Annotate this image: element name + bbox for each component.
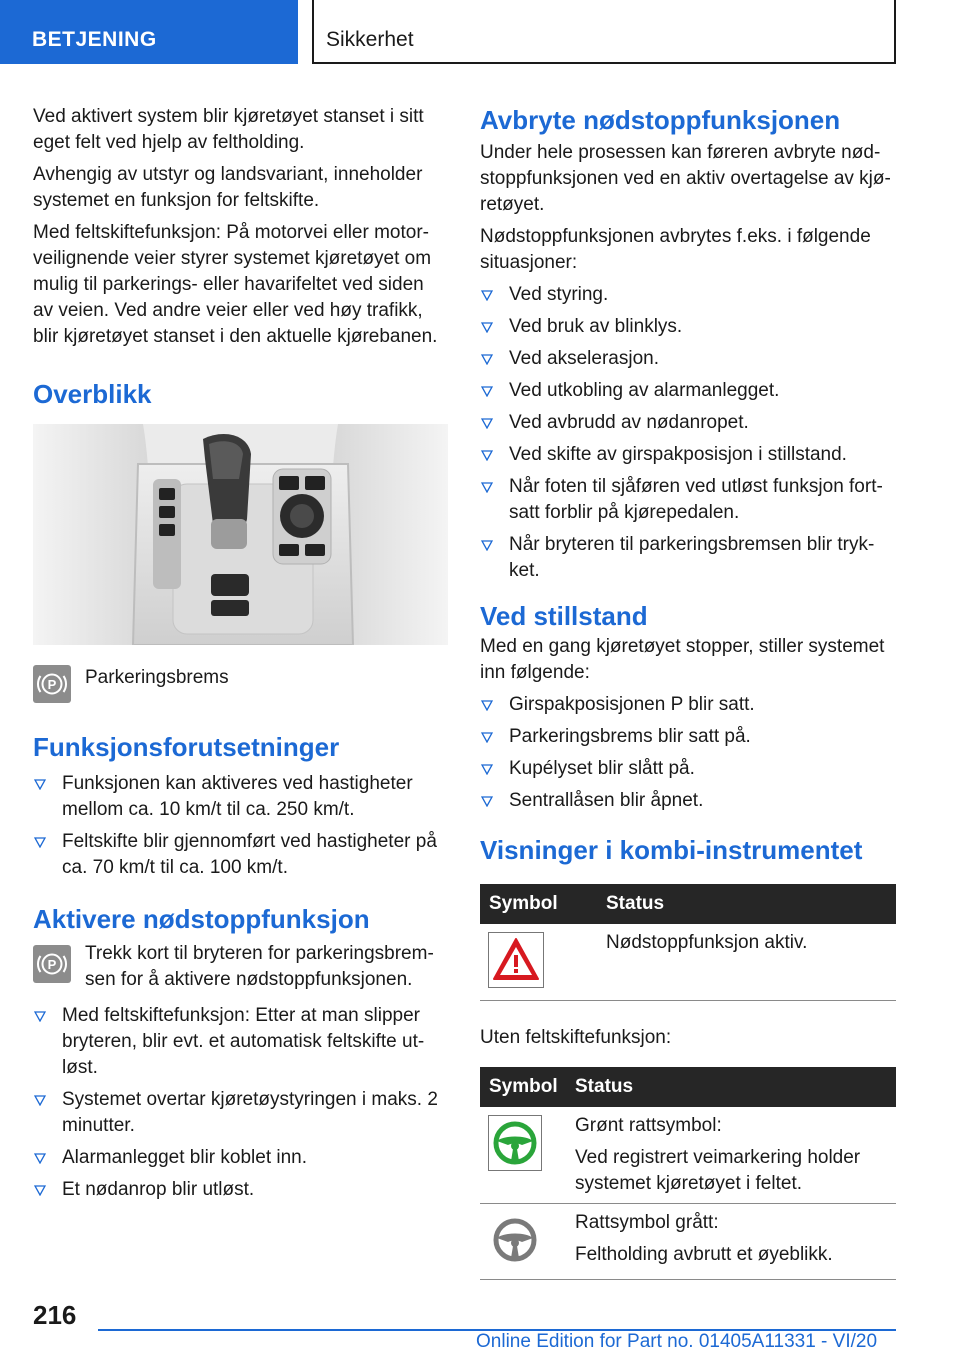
cancel-heading: Avbryte nødstoppfunksjonen xyxy=(480,105,841,135)
triangle-bullet-icon xyxy=(34,837,46,848)
status-title: Grønt rattsymbol: xyxy=(575,1114,722,1136)
overview-heading: Overblikk xyxy=(33,379,152,409)
green-steering-wheel-icon xyxy=(488,1115,542,1171)
parking-brake-label: Parkeringsbrems xyxy=(85,667,229,688)
triangle-bullet-icon xyxy=(481,764,493,775)
parking-brake-legend xyxy=(33,665,448,717)
list-item: Parkeringsbrems blir satt på. xyxy=(480,724,896,750)
list-item: Ved akselerasjon. xyxy=(480,346,896,372)
triangle-bullet-icon xyxy=(481,796,493,807)
symbol-cell xyxy=(480,1107,566,1204)
left-column xyxy=(33,104,448,1209)
status-title: Rattsymbol grått: xyxy=(575,1211,719,1233)
table-row xyxy=(480,1203,896,1279)
list-item: Feltskifte blir gjennomført ved hastigheter på ca. 70 km/t til ca. 100 km/t. xyxy=(33,829,448,881)
status-cell: Nødstoppfunksjon aktiv. xyxy=(597,924,896,1000)
triangle-bullet-icon xyxy=(481,418,493,429)
list-item: Når foten til sjåføren ved utløst funksjon fortsatt forblir på kjørepedalen. xyxy=(480,474,896,526)
triangle-bullet-icon xyxy=(481,322,493,333)
triangle-bullet-icon xyxy=(481,732,493,743)
svg-text:P: P xyxy=(47,957,57,972)
parking-brake-icon xyxy=(33,945,71,983)
gear-selector-photo xyxy=(33,424,448,645)
triangle-bullet-icon xyxy=(481,450,493,461)
symbol-table xyxy=(480,884,896,1001)
chapter-title: Sikkerhet xyxy=(312,0,896,64)
svg-text:P: P xyxy=(47,677,57,692)
status-description: Ved registrert veimarkering holder systemet kjøretøyet i feltet. xyxy=(575,1146,861,1194)
intro-paragraph: Avhengig av utstyr og landsvariant, inneholder systemet en funksjon for feltskifte. xyxy=(33,164,423,211)
column-header-symbol: Symbol xyxy=(480,1067,566,1107)
list-item: Girspakposisjonen P blir satt. xyxy=(480,692,896,718)
page-number: 216 xyxy=(33,1300,77,1330)
triangle-bullet-icon xyxy=(34,1185,46,1196)
list-item: Når bryteren til parkeringsbremsen blir trykket. xyxy=(480,532,896,584)
triangle-bullet-icon xyxy=(34,1011,46,1022)
list-item: Ved bruk av blinklys. xyxy=(480,314,896,340)
triangle-bullet-icon xyxy=(34,1153,46,1164)
list-item: Ved styring. xyxy=(480,282,896,308)
list-item: Med feltskiftefunksjon: Etter at man slipper bryteren, blir evt. et automatisk feltskifte utløst. xyxy=(33,1003,448,1081)
page-header xyxy=(0,0,960,66)
list-item: Ved utkobling av alarmanlegget. xyxy=(480,378,896,404)
triangle-bullet-icon xyxy=(481,700,493,711)
column-header-symbol: Symbol xyxy=(480,884,597,924)
symbol-table xyxy=(480,1067,896,1280)
requirements-list xyxy=(33,771,448,881)
triangle-bullet-icon xyxy=(34,779,46,790)
triangle-bullet-icon xyxy=(34,1095,46,1106)
symbol-cell xyxy=(480,924,597,1000)
triangle-bullet-icon xyxy=(481,386,493,397)
list-item: Alarmanlegget blir koblet inn. xyxy=(33,1145,448,1171)
status-cell xyxy=(566,1203,896,1279)
activate-heading: Aktivere nødstoppfunksjon xyxy=(33,904,370,934)
requirements-heading: Funksjonsforutsetninger xyxy=(33,732,340,762)
list-item: Funksjonen kan aktiveres ved hastigheter mellom ca. 10 km/t til ca. 250 km/t. xyxy=(33,771,448,823)
activate-instruction xyxy=(33,941,448,993)
list-item: Ved avbrudd av nødanropet. xyxy=(480,410,896,436)
triangle-bullet-icon xyxy=(481,354,493,365)
cancel-list xyxy=(480,282,896,584)
intro-paragraph: Med feltskiftefunksjon: På motorvei eller motorveilignende veier styrer systemet kjøretøyet om mulig til parkerings- eller havarifeltet ved siden av veien. Ved andre veier eller ved høy trafikk, blir kjøretøyet stanset i den aktuelle kjørebanen. xyxy=(33,222,438,347)
standstill-list xyxy=(480,692,896,814)
list-item: Et nødanrop blir utløst. xyxy=(33,1177,448,1203)
warning-triangle-icon xyxy=(488,932,544,988)
cancel-paragraph: Under hele prosessen kan føreren avbryte nødstoppfunksjonen ved en aktiv overtagelse av kjøretøyet. xyxy=(480,142,891,215)
edition-text: Online Edition for Part no. 01405A11331 - VI/20 xyxy=(476,1331,878,1352)
section-tab: BETJENING xyxy=(0,0,298,64)
status-description: Feltholding avbrutt et øyeblikk. xyxy=(575,1243,833,1265)
triangle-bullet-icon xyxy=(481,290,493,301)
symbol-cell xyxy=(480,1203,566,1279)
activate-list xyxy=(33,1003,448,1203)
standstill-paragraph: Med en gang kjøretøyet stopper, stiller systemet inn følgende: xyxy=(480,636,885,683)
table-row xyxy=(480,1107,896,1204)
list-item: Kupélyset blir slått på. xyxy=(480,756,896,782)
triangle-bullet-icon xyxy=(481,482,493,493)
intro-paragraph: Ved aktivert system blir kjøretøyet stanset i sitt eget felt ved hjelp av feltholding. xyxy=(33,106,424,153)
list-item: Sentrallåsen blir åpnet. xyxy=(480,788,896,814)
grey-steering-wheel-icon xyxy=(488,1212,542,1268)
parking-brake-icon xyxy=(33,665,71,703)
table-row xyxy=(480,924,896,1000)
column-header-status: Status xyxy=(566,1067,896,1107)
without-lane-change-label: Uten feltskiftefunksjon: xyxy=(480,1026,672,1048)
list-item: Ved skifte av girspakposisjon i stillstand. xyxy=(480,442,896,468)
triangle-bullet-icon xyxy=(481,540,493,551)
status-cell xyxy=(566,1107,896,1204)
right-column xyxy=(480,104,896,1280)
display-heading: Visninger i kombi-instrumentet xyxy=(480,835,863,865)
cancel-paragraph: Nødstoppfunksjonen avbrytes f.eks. i følgende situasjoner: xyxy=(480,226,871,273)
column-header-status: Status xyxy=(597,884,896,924)
activate-text: Trekk kort til bryteren for parkeringsbremsen for å aktivere nødstoppfunksjonen. xyxy=(85,943,434,990)
standstill-heading: Ved stillstand xyxy=(480,601,648,631)
list-item: Systemet overtar kjøretøystyringen i maks. 2 minutter. xyxy=(33,1087,448,1139)
